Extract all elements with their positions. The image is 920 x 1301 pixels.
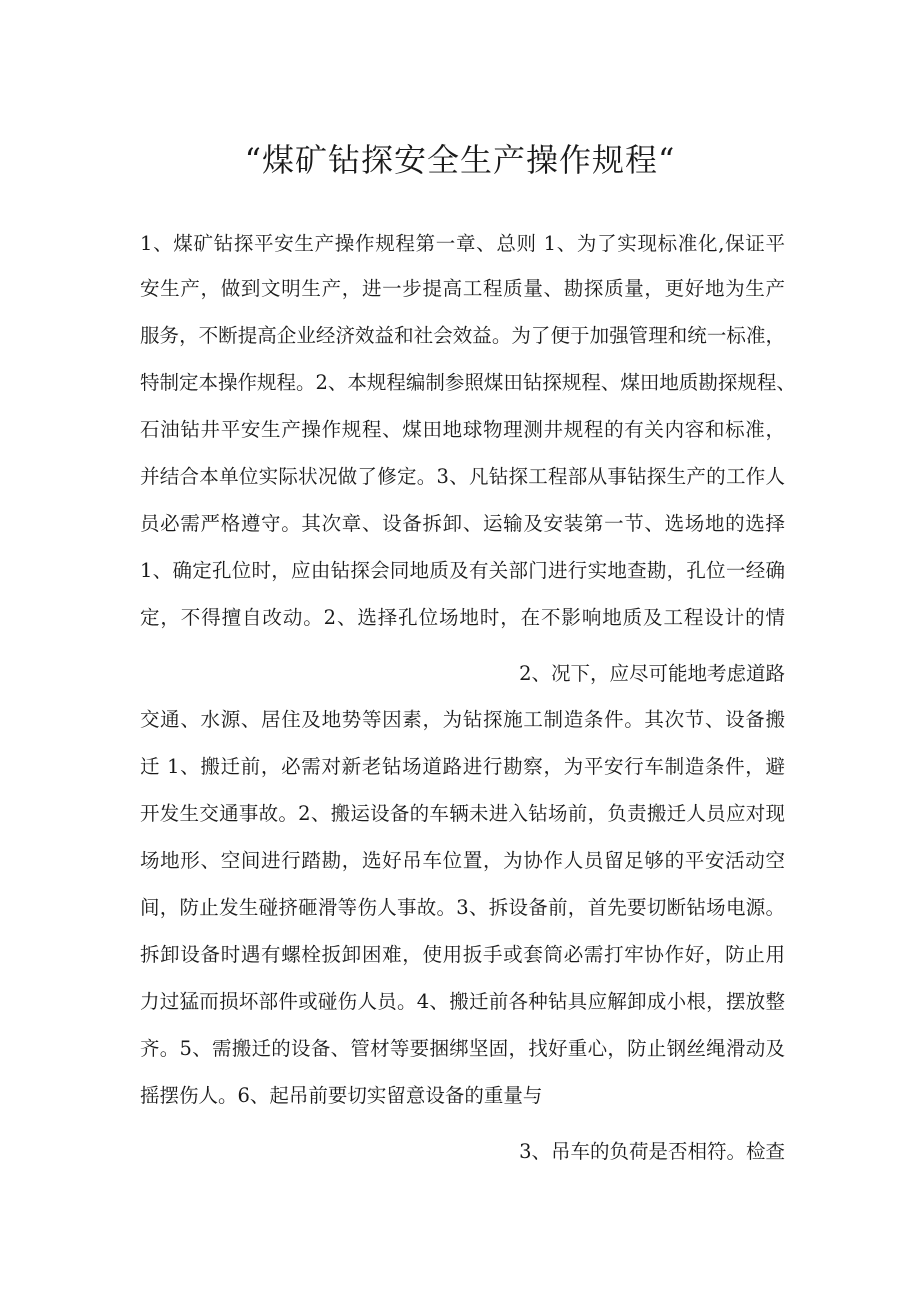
document-title: “煤矿钻探安全生产操作规程“ — [244, 141, 676, 179]
body-line: 拆卸设备时遇有螺栓扳卸困难，使用扳手或套筒必需打牢协作好，防止用 — [140, 943, 785, 966]
body-line: 交通、水源、居住及地势等因素，为钻探施工制造条件。其次节、设备搬 — [140, 708, 785, 731]
body-line: 迁 1、搬迁前，必需对新老钻场道路进行勘察，为平安行车制造条件，避 — [140, 755, 785, 778]
body-line: 安生产，做到文明生产，进一步提高工程质量、勘探质量，更好地为生产 — [140, 277, 785, 300]
body-line: 齐。5、需搬迁的设备、管材等要捆绑坚固，找好重心，防止钢丝绳滑动及 — [140, 1037, 785, 1060]
page-break-line: 2、况下，应尽可能地考虑道路 — [519, 662, 785, 685]
body-line: 石油钻井平安生产操作规程、煤田地球物理测井规程的有关内容和标准， — [140, 418, 785, 441]
body-line: 1、煤矿钻探平安生产操作规程第一章、总则 1、为了实现标准化,保证平 — [140, 232, 785, 255]
body-line: 1、确定孔位时，应由钻探会同地质及有关部门进行实地查勘，孔位一经确 — [140, 559, 785, 582]
body-line: 间，防止发生碰挤砸滑等伤人事故。3、拆设备前，首先要切断钻场电源。 — [140, 896, 785, 919]
body-line: 场地形、空间进行踏勘，选好吊车位置，为协作人员留足够的平安活动空 — [140, 849, 785, 872]
page-break-line: 3、吊车的负荷是否相符。检查 — [519, 1140, 785, 1163]
body-line: 摇摆伤人。6、起吊前要切实留意设备的重量与 — [140, 1084, 543, 1107]
body-line: 力过猛而损坏部件或碰伤人员。4、搬迁前各种钻具应解卸成小根，摆放整 — [140, 990, 785, 1013]
body-line: 服务，不断提高企业经济效益和社会效益。为了便于加强管理和统一标准， — [140, 324, 785, 347]
body-line: 并结合本单位实际状况做了修定。3、凡钻探工程部从事钻探生产的工作人 — [140, 465, 785, 488]
body-line: 定，不得擅自改动。2、选择孔位场地时，在不影响地质及工程设计的情 — [140, 606, 785, 629]
body-line: 特制定本操作规程。2、本规程编制参照煤田钻探规程、煤田地质勘探规程、 — [140, 371, 796, 394]
body-line: 员必需严格遵守。其次章、设备拆卸、运输及安装第一节、选场地的选择 — [140, 512, 785, 535]
body-line: 开发生交通事故。2、搬运设备的车辆未进入钻场前，负责搬迁人员应对现 — [140, 802, 785, 825]
